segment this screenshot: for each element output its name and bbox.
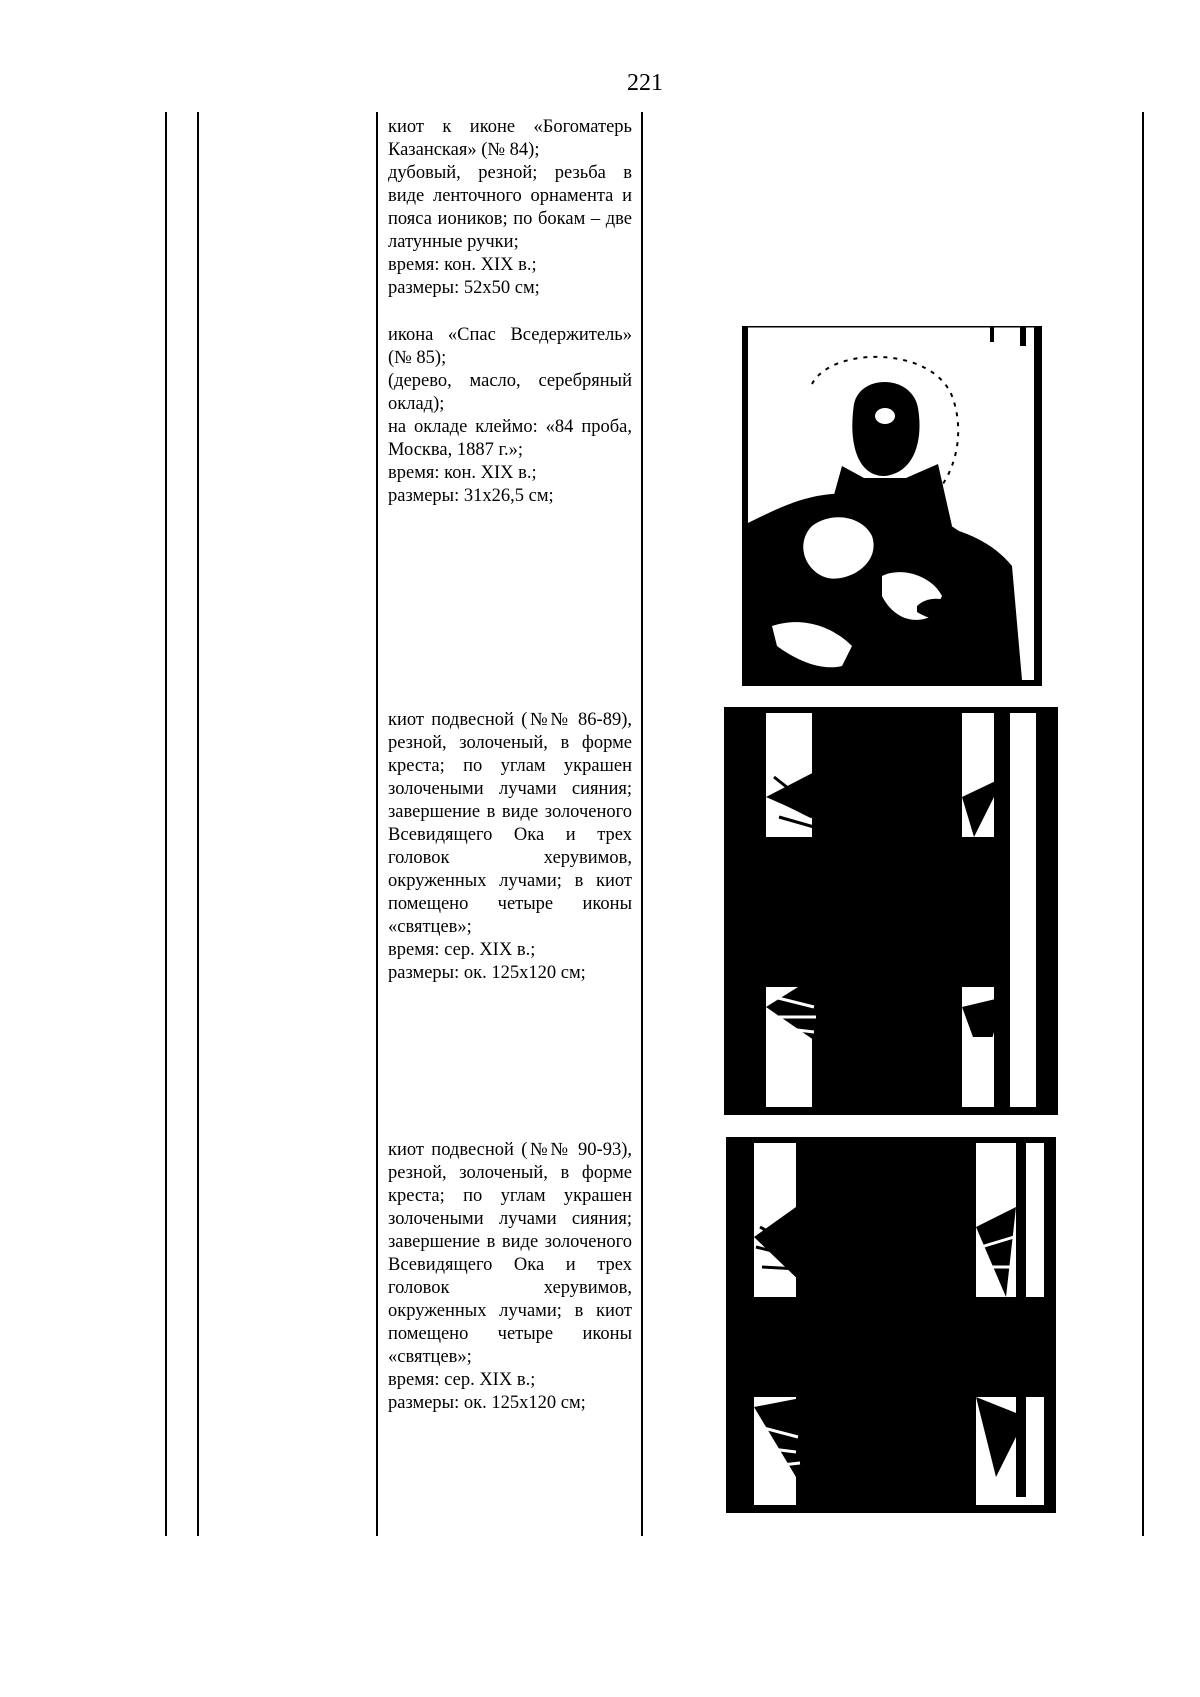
page-number: 221 xyxy=(627,70,663,96)
table-border-right xyxy=(1142,112,1144,1536)
photo-image xyxy=(726,1137,1056,1513)
entry-line: время: сер. XIX в.; xyxy=(388,940,536,960)
entry-line: на окладе клеймо: «84 проба, Москва, 1887 г.»; xyxy=(388,417,632,460)
photo-image xyxy=(724,707,1058,1115)
column-divider-description xyxy=(376,112,378,1536)
entry-line: время: кон. XIX в.; xyxy=(388,255,537,275)
photo-icon-spas-vsederzhitel xyxy=(742,326,1042,686)
entry-line: время: сер. XIX в.; xyxy=(388,1370,536,1390)
entry-line: размеры: 31х26,5 см; xyxy=(388,486,554,506)
entry-line: киот подвесной (№№ 90-93), резной, золоченый, в форме креста; по углам украшен золочеными лучами сияния; завершение в виде золоченого Всевидящего Ока и трех головок херувимов, окруженных лучами; в киот помещено четыре иконы «святцев»; xyxy=(388,1140,632,1367)
photo-image xyxy=(742,326,1042,686)
entry-kiot-90-93 xyxy=(388,1139,632,1415)
photo-hanging-kiot-90-93 xyxy=(726,1137,1056,1513)
entry-line: икона «Спас Вседержитель» (№ 85); xyxy=(388,325,632,368)
entry-line: дубовый, резной; резьба в виде ленточного орнамента и пояса иоников; по бокам – две латунные ручки; xyxy=(388,163,632,252)
entry-line: размеры: 52х50 см; xyxy=(388,278,540,298)
column-divider-photo xyxy=(641,112,643,1536)
entry-line: размеры: ок. 125х120 см; xyxy=(388,963,586,983)
entry-icon-85 xyxy=(388,324,632,508)
entry-line: (дерево, масло, серебряный оклад); xyxy=(388,371,632,414)
entry-line: киот к иконе «Богоматерь Казанская» (№ 84); xyxy=(388,117,632,160)
entry-line: размеры: ок. 125х120 см; xyxy=(388,1393,586,1413)
table-border-left-inner xyxy=(197,112,199,1536)
photo-hanging-kiot-86-89 xyxy=(724,707,1058,1115)
entry-kiot-84 xyxy=(388,116,632,300)
entry-line: киот подвесной (№№ 86-89), резной, золоченый, в форме креста; по углам украшен золочеными лучами сияния; завершение в виде золоченого Всевидящего Ока и трех головок херувимов, окруженных лучами; в киот помещено четыре иконы «святцев»; xyxy=(388,710,632,937)
entry-kiot-86-89 xyxy=(388,709,632,985)
table-border-left-outer xyxy=(165,112,167,1536)
entry-line: время: кон. XIX в.; xyxy=(388,463,537,483)
